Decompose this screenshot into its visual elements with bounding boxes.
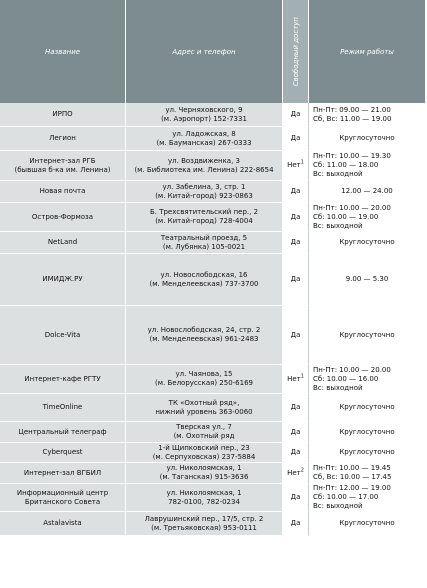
- cell-hours-line: Вс: выходной: [313, 383, 363, 392]
- footnote-marker: 2: [300, 467, 304, 474]
- cell-address-line: (м. Третьяковская) 953-0111: [151, 523, 257, 532]
- cell-address: [126, 306, 283, 365]
- cell-address-line: (м. Бауманская) 267-0333: [156, 138, 252, 147]
- cell-hours-line: Пн-Пт: 10.00 — 20.00: [313, 203, 391, 212]
- cell-name: [0, 151, 126, 181]
- cell-hours-line: Сб: 11.00 — 18.00: [313, 161, 379, 169]
- table-row: [0, 484, 426, 512]
- cell-address: [126, 103, 283, 127]
- cell-hours-line: Пн-Пт: 10.00 — 19.45: [313, 464, 391, 472]
- cell-name-line: ИРПО: [52, 110, 73, 118]
- cell-hours-line: Круглосуточно: [339, 519, 395, 527]
- cell-address-line: ул. Николоямская, 1: [166, 488, 242, 497]
- cell-free-access: [283, 484, 309, 512]
- cell-address: [126, 127, 283, 151]
- cell-name: [0, 422, 126, 443]
- table-row: [0, 254, 426, 306]
- cell-address: [126, 484, 283, 512]
- cell-name-line: Центральный телеграф: [18, 427, 107, 436]
- cell-name-line: Британского Совета: [24, 497, 101, 506]
- cell-name-line: ИМИДЖ.РУ: [42, 275, 83, 283]
- header-hours: Режим работы: [309, 0, 426, 103]
- cell-free-access: [283, 103, 309, 127]
- cell-hours: [309, 422, 426, 443]
- footnote-marker: 1: [300, 373, 304, 380]
- free-access-value: Нет: [287, 468, 301, 477]
- header-free-access-label: Свободный доступ: [291, 16, 300, 87]
- table-row: [0, 103, 426, 127]
- cell-free-access: [283, 306, 309, 365]
- cell-name-line: Информационный центр: [16, 488, 109, 497]
- cell-hours: [309, 127, 426, 151]
- cell-hours-line: Сб: 10.00 — 16.00: [313, 374, 379, 383]
- cell-hours-line: Пн-Пт: 12.00 — 19.00: [313, 484, 391, 492]
- cell-name-line: (бывшая б-ка им. Ленина): [14, 165, 111, 174]
- cell-address: [126, 254, 283, 306]
- cell-free-access: [283, 254, 309, 306]
- cell-free-access: [283, 151, 309, 181]
- cell-address-line: ул. Новослободская, 16: [160, 270, 248, 279]
- cell-free-access: [283, 394, 309, 422]
- cell-hours-line: Круглосуточно: [339, 134, 395, 142]
- cell-address-line: Б. Трехсвятительский пер., 2: [149, 208, 259, 216]
- cell-name: [0, 512, 126, 536]
- cell-free-access: [283, 181, 309, 203]
- cell-name: [0, 365, 126, 394]
- cell-address: [126, 394, 283, 422]
- cell-hours-line: Пн-Пт: 09.00 — 21.00: [313, 105, 391, 114]
- cell-name-line: Astalavista: [43, 519, 82, 527]
- header-name: Название: [0, 0, 126, 103]
- free-access-value: Да: [290, 212, 301, 221]
- cell-name-line: Остров-Формоза: [31, 212, 94, 221]
- cell-hours: [309, 463, 426, 484]
- cell-address-line: Тверская ул., 7: [176, 423, 232, 431]
- cell-hours-line: 9.00 — 5.30: [345, 275, 389, 283]
- cell-name: [0, 484, 126, 512]
- table-row: [0, 181, 426, 203]
- cell-name-line: Новая почта: [39, 187, 86, 195]
- cell-name: [0, 443, 126, 463]
- cell-hours-line: Круглосуточно: [339, 427, 395, 436]
- cell-free-access: [283, 127, 309, 151]
- cell-hours-line: Пн-Пт: 10.00 — 20.00: [313, 365, 391, 374]
- cell-hours-line: Пн-Пт: 10.00 — 19.30: [313, 152, 391, 160]
- cell-name: [0, 254, 126, 306]
- cell-address-line: (м. Китай-город) 728-4004: [155, 217, 253, 225]
- cell-address: [126, 463, 283, 484]
- cell-address: [126, 422, 283, 443]
- cell-hours: [309, 443, 426, 463]
- cell-address-line: (м. Серпуховская) 237-5884: [152, 452, 256, 461]
- cell-address-line: (м. Менделеевская) 737-3700: [149, 279, 259, 288]
- free-access-value: Да: [290, 330, 301, 339]
- cell-name-line: Легион: [49, 134, 76, 142]
- free-access-value: Да: [290, 403, 301, 411]
- cell-hours-line: Сб, Вс: 11.00 — 19.00: [313, 114, 392, 123]
- cell-address-line: (м. Лубянка) 105-0021: [162, 242, 246, 251]
- cell-address: [126, 203, 283, 232]
- cell-free-access: [283, 512, 309, 536]
- cell-name-line: Интернет-зал ВГБИЛ: [23, 468, 102, 477]
- table-row: [0, 365, 426, 394]
- cell-hours: [309, 306, 426, 365]
- cell-name: [0, 127, 126, 151]
- cell-free-access: [283, 463, 309, 484]
- table-row: [0, 512, 426, 536]
- cell-hours: [309, 512, 426, 536]
- cell-address-line: Лаврушинский пер., 17/5, стр. 2: [144, 514, 264, 523]
- table-row: [0, 443, 426, 463]
- free-access-value: Нет: [287, 161, 301, 169]
- cell-free-access: [283, 203, 309, 232]
- cell-address-line: ул. Воздвиженка, 3: [168, 156, 240, 165]
- cell-hours: [309, 103, 426, 127]
- cell-hours: [309, 254, 426, 306]
- cell-free-access: [283, 232, 309, 254]
- cell-hours: [309, 203, 426, 232]
- cell-name: [0, 463, 126, 484]
- table-row: [0, 232, 426, 254]
- cell-hours: [309, 365, 426, 394]
- cell-address-line: (м. Белорусская) 250-6169: [155, 379, 253, 387]
- cell-address: [126, 365, 283, 394]
- cell-address-line: (м. Таганская) 915-3636: [159, 473, 249, 481]
- header-free-access: [283, 0, 309, 103]
- free-access-value: Да: [290, 427, 301, 436]
- cell-hours-line: 12.00 — 24.00: [341, 187, 393, 195]
- cell-free-access: [283, 365, 309, 394]
- cell-address-line: 1-й Щипковский пер., 23: [158, 443, 250, 452]
- cell-address-line: (м. Аэропорт) 152-7331: [161, 114, 247, 123]
- cell-address: [126, 443, 283, 463]
- cell-hours-line: Сб: 10.00 — 19.00: [313, 212, 379, 221]
- free-access-value: Да: [290, 493, 301, 501]
- cell-hours-line: Круглосуточно: [339, 330, 395, 339]
- table-row: [0, 151, 426, 181]
- cell-name-line: Интернет-кафе РГТУ: [24, 374, 101, 383]
- cell-name-line: Dolce-Vita: [44, 330, 81, 339]
- cell-address-line: 782-0100, 782-0234: [168, 497, 240, 506]
- cell-address-line: (м. Китай-город) 923-0863: [155, 191, 253, 200]
- cell-address: [126, 181, 283, 203]
- cell-name: [0, 181, 126, 203]
- cell-address: [126, 151, 283, 181]
- cell-hours: [309, 232, 426, 254]
- table-row: [0, 127, 426, 151]
- cell-address-line: Театральный проезд, 5: [160, 233, 248, 242]
- cell-name: [0, 394, 126, 422]
- cell-hours-line: Круглосуточно: [339, 448, 395, 456]
- cell-name: [0, 103, 126, 127]
- cell-free-access: [283, 443, 309, 463]
- free-access-value: Да: [290, 110, 301, 118]
- cell-address-line: ул. Забелина, 3, стр. 1: [162, 182, 246, 191]
- cell-address-line: нижний уровень 363-0060: [155, 407, 253, 416]
- cell-name-line: TimeOnline: [42, 403, 83, 411]
- cell-address-line: ул. Чаянова, 15: [175, 370, 233, 378]
- cell-name: [0, 232, 126, 254]
- header-address: Адрес и телефон: [126, 0, 283, 103]
- cell-name: [0, 306, 126, 365]
- table-row: [0, 203, 426, 232]
- table-body: [0, 103, 426, 536]
- cell-hours: [309, 394, 426, 422]
- footnote-marker: 1: [300, 159, 304, 166]
- free-access-value: Да: [290, 519, 301, 527]
- free-access-value: Да: [290, 134, 301, 142]
- cell-hours-line: Круглосуточно: [339, 403, 395, 411]
- cell-hours-line: Вс: выходной: [313, 221, 363, 230]
- cell-address-line: ул. Черняховского, 9: [165, 105, 243, 114]
- table-row: [0, 463, 426, 484]
- free-access-value: Да: [290, 275, 301, 283]
- cell-hours-line: Сб: 10.00 — 17.00: [313, 493, 379, 501]
- header-row: [0, 0, 426, 103]
- cell-address-line: ул. Николоямская, 1: [166, 464, 242, 472]
- cell-address-line: (м. Библиотека им. Ленина) 222-8654: [134, 165, 274, 174]
- free-access-value: Нет: [287, 374, 301, 383]
- cell-address-line: ул. Новослободская, 24, стр. 2: [147, 326, 261, 334]
- cell-address-line: (м. Менделеевская) 961-2483: [149, 335, 259, 343]
- cell-address-line: (м. Охотный ряд: [173, 432, 235, 440]
- table-row: [0, 422, 426, 443]
- cell-hours: [309, 151, 426, 181]
- cell-address-line: ул. Ладожская, 8: [172, 129, 236, 138]
- cell-hours-line: Круглосуточно: [339, 238, 395, 246]
- cell-hours-line: Вс: выходной: [313, 502, 363, 510]
- cell-hours: [309, 181, 426, 203]
- table-row: [0, 394, 426, 422]
- cell-hours: [309, 484, 426, 512]
- free-access-value: Да: [290, 238, 301, 246]
- cell-address-line: ТК «Охотный ряд»,: [168, 398, 240, 407]
- cell-hours-line: Вс: выходной: [313, 170, 363, 178]
- free-access-value: Да: [290, 448, 301, 456]
- cell-address: [126, 512, 283, 536]
- cell-free-access: [283, 422, 309, 443]
- cell-hours-line: Сб, Вс: 10.00 — 17.45: [313, 473, 392, 481]
- cell-name-line: NetLand: [47, 238, 78, 246]
- cell-name-line: Cyberquest: [42, 448, 83, 456]
- table-row: [0, 306, 426, 365]
- cell-address: [126, 232, 283, 254]
- cell-name: [0, 203, 126, 232]
- free-access-value: Да: [290, 187, 301, 195]
- cell-name-line: Интернет-зал РГБ: [29, 156, 96, 165]
